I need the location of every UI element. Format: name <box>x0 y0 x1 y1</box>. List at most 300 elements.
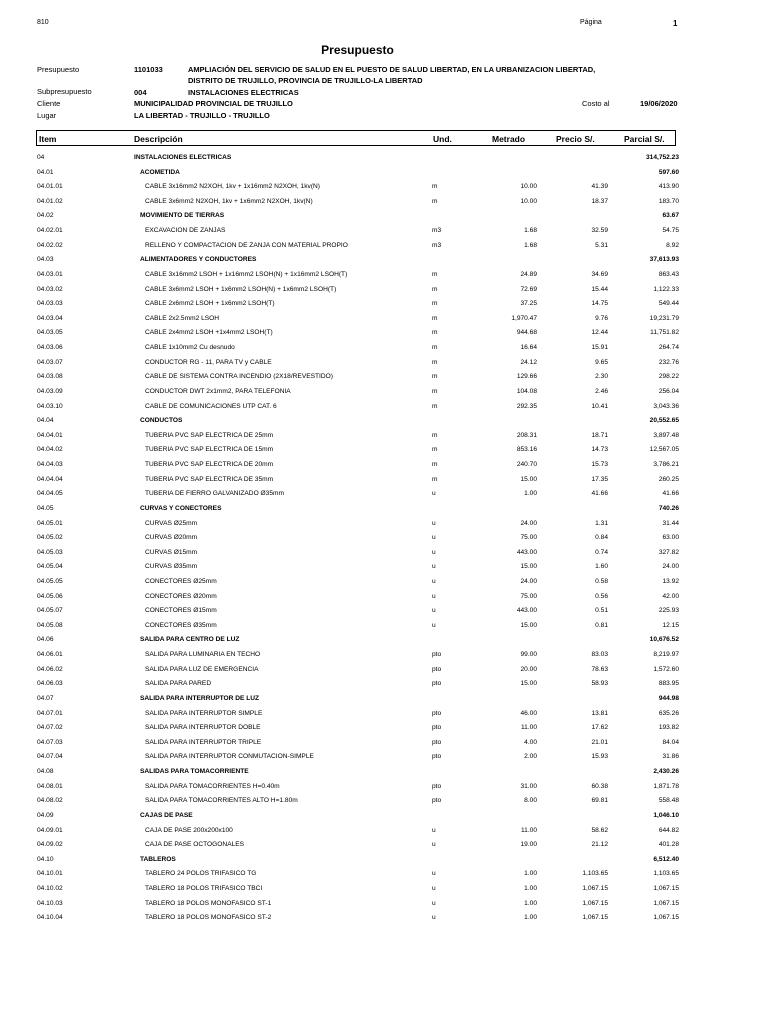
table-group-row <box>0 766 768 781</box>
row-parcial: 413.90 <box>658 183 679 191</box>
row-description: EXCAVACION DE ZANJAS <box>145 227 226 235</box>
row-item: 04.10.03 <box>37 899 63 907</box>
row-item: 04.04 <box>37 417 54 425</box>
row-precio: 34.69 <box>591 270 608 278</box>
table-group-row <box>0 152 768 167</box>
row-metrado: 292.35 <box>516 402 537 410</box>
row-description: SALIDA PARA LUZ DE EMERGENCIA <box>145 665 259 673</box>
row-item: 04.03.06 <box>37 344 63 352</box>
row-precio: 0.58 <box>595 577 608 585</box>
subpresupuesto-code: 004 <box>134 88 147 97</box>
row-precio: 58.93 <box>591 680 608 688</box>
row-parcial: 327.82 <box>658 548 679 556</box>
row-description: SALIDAS PARA TOMACORRIENTE <box>140 768 249 776</box>
row-metrado: 75.00 <box>520 592 537 600</box>
table-row <box>0 781 768 796</box>
row-metrado: 46.00 <box>520 709 537 717</box>
row-precio: 9.76 <box>595 314 608 322</box>
row-item: 04.03.05 <box>37 329 63 337</box>
row-metrado: 24.00 <box>520 519 537 527</box>
table-row <box>0 444 768 459</box>
row-unit: pto <box>432 753 442 761</box>
row-precio: 2.30 <box>595 373 608 381</box>
row-item: 04.10 <box>37 855 54 863</box>
row-item: 04.07.01 <box>37 709 63 717</box>
table-row <box>0 313 768 328</box>
row-description: CABLE 2x4mm2 LSOH +1x4mm2 LSOH(T) <box>145 329 273 337</box>
table-row <box>0 795 768 810</box>
row-description: TUBERIA PVC SAP ELECTRICA DE 15mm <box>145 446 274 454</box>
row-item: 04.03.09 <box>37 387 63 395</box>
row-parcial: 42.00 <box>662 592 679 600</box>
row-metrado: 10.00 <box>520 197 537 205</box>
row-item: 04.02.01 <box>37 227 63 235</box>
row-item: 04.04.03 <box>37 461 63 469</box>
row-precio: 1,067.15 <box>582 885 608 892</box>
row-description: CABLE DE COMUNICACIONES UTP CAT. 6 <box>145 402 277 410</box>
row-item: 04.02 <box>37 212 54 220</box>
row-precio: 0.56 <box>595 592 608 600</box>
row-item: 04.05.03 <box>37 548 63 556</box>
row-description: SALIDA PARA INTERRUPTOR SIMPLE <box>145 709 263 717</box>
row-metrado: 240.70 <box>516 461 537 469</box>
table-header <box>36 130 676 146</box>
row-description: TUBERIA PVC SAP ELECTRICA DE 35mm <box>145 475 274 483</box>
col-metrado: Metrado <box>492 134 526 144</box>
row-description: CAJA DE PASE OCTOGONALES <box>145 841 245 849</box>
row-item: 04.04.04 <box>37 475 63 483</box>
row-description: TABLEROS <box>140 855 176 863</box>
row-metrado: 443.00 <box>516 548 537 556</box>
row-parcial: 31.86 <box>662 753 679 761</box>
row-parcial: 1,067.15 <box>653 885 679 892</box>
row-unit: pto <box>432 724 442 732</box>
row-metrado: 20.00 <box>520 665 537 673</box>
row-item: 04 <box>37 154 45 161</box>
row-metrado: 1.00 <box>524 914 537 922</box>
row-item: 04.08 <box>37 768 54 776</box>
row-parcial: 597.60 <box>658 168 679 176</box>
table-row <box>0 649 768 664</box>
row-item: 04.06 <box>37 636 54 644</box>
row-precio: 41.66 <box>591 490 608 498</box>
row-item: 04.01.01 <box>37 183 63 191</box>
row-unit: u <box>432 519 436 527</box>
table-row <box>0 327 768 342</box>
table-group-row <box>0 210 768 225</box>
row-unit: u <box>432 885 436 892</box>
table-row <box>0 591 768 606</box>
table-row <box>0 839 768 854</box>
row-precio: 10.41 <box>591 402 608 410</box>
table-row <box>0 401 768 416</box>
row-parcial: 944.98 <box>658 694 679 702</box>
row-description: SALIDA PARA CENTRO DE LUZ <box>140 636 240 644</box>
row-parcial: 549.44 <box>658 300 679 308</box>
row-unit: u <box>432 563 436 571</box>
row-unit: m <box>432 344 438 352</box>
row-precio: 14.75 <box>591 300 608 308</box>
row-metrado: 104.08 <box>516 387 537 395</box>
table-row <box>0 825 768 840</box>
row-description: CONDUCTOR RG - 11, PARA TV y CABLE <box>145 358 272 366</box>
row-metrado: 1.00 <box>524 885 537 892</box>
row-precio: 5.31 <box>595 241 608 249</box>
row-description: CABLE DE SISTEMA CONTRA INCENDIO (2X18/REVESTIDO) <box>145 373 333 381</box>
row-parcial: 41.66 <box>662 490 679 498</box>
table-row <box>0 342 768 357</box>
row-parcial: 1,871.78 <box>653 782 679 790</box>
table-row <box>0 386 768 401</box>
row-metrado: 1.00 <box>524 899 537 907</box>
row-description: CABLE 3x16mm2 N2XOH, 1kv + 1x16mm2 N2XOH, 1kv(N) <box>145 183 320 191</box>
row-unit: u <box>432 534 436 542</box>
table-row <box>0 430 768 445</box>
table-row <box>0 737 768 752</box>
row-precio: 15.91 <box>591 344 608 352</box>
row-metrado: 75.00 <box>520 534 537 542</box>
row-metrado: 8.00 <box>524 797 537 805</box>
table-row <box>0 474 768 489</box>
row-unit: pto <box>432 782 442 790</box>
row-parcial: 883.95 <box>658 680 679 688</box>
row-precio: 1,067.15 <box>582 899 608 907</box>
row-item: 04.03.02 <box>37 285 63 293</box>
row-item: 04.03.07 <box>37 358 63 366</box>
row-parcial: 12.15 <box>662 621 679 629</box>
row-metrado: 24.89 <box>520 270 537 278</box>
row-unit: m <box>432 431 438 439</box>
row-parcial: 1,046.10 <box>653 811 679 819</box>
row-item: 04.03.04 <box>37 314 63 322</box>
row-description: MOVIMIENTO DE TIERRAS <box>140 212 225 220</box>
subpresupuesto-label: Subpresupuesto <box>37 87 92 96</box>
row-metrado: 443.00 <box>516 607 537 615</box>
row-metrado: 4.00 <box>524 738 537 746</box>
row-unit: pto <box>432 680 442 688</box>
row-parcial: 84.04 <box>662 738 679 746</box>
table-row <box>0 518 768 533</box>
row-unit: u <box>432 914 436 922</box>
row-description: SALIDA PARA PARED <box>145 680 212 688</box>
row-description: SALIDA PARA LUMINARIA EN TECHO <box>145 651 261 659</box>
col-precio: Precio S/. <box>556 134 595 144</box>
row-item: 04.05.05 <box>37 577 63 585</box>
row-description: CONECTORES Ø20mm <box>145 592 217 600</box>
row-parcial: 1,067.15 <box>653 914 679 922</box>
row-parcial: 863.43 <box>658 270 679 278</box>
table-group-row <box>0 503 768 518</box>
row-item: 04.03.01 <box>37 270 63 278</box>
row-description: CONDUCTOR DWT 2x1mm2, PARA TELEFONIA <box>145 387 291 395</box>
row-metrado: 15.00 <box>520 475 537 483</box>
row-description: SALIDA PARA INTERRUPTOR DE LUZ <box>140 694 260 702</box>
row-parcial: 256.04 <box>658 387 679 395</box>
row-description: ALIMENTADORES Y CONDUCTORES <box>140 256 257 264</box>
row-item: 04.03 <box>37 256 54 264</box>
row-parcial: 63.67 <box>662 212 679 220</box>
table-row <box>0 664 768 679</box>
row-parcial: 63.00 <box>662 534 679 542</box>
row-parcial: 2,430.26 <box>653 768 679 776</box>
row-precio: 32.59 <box>591 227 608 235</box>
row-description: CURVAS Ø25mm <box>145 519 198 527</box>
row-item: 04.04.05 <box>37 490 63 498</box>
row-description: TABLERO 18 POLOS MONOFASICO ST-2 <box>145 914 272 922</box>
row-parcial: 10,676.52 <box>649 636 679 644</box>
row-parcial: 20,552.65 <box>649 417 679 425</box>
row-metrado: 31.00 <box>520 782 537 790</box>
row-precio: 15.44 <box>591 285 608 293</box>
row-metrado: 1.00 <box>524 490 537 498</box>
presupuesto-desc-line2: DISTRITO DE TRUJILLO, PROVINCIA DE TRUJILLO-LA LIBERTAD <box>188 76 423 85</box>
row-precio: 0.84 <box>595 534 608 542</box>
row-metrado: 208.31 <box>516 431 537 439</box>
row-description: CABLE 3x6mm2 N2XOH, 1kv + 1x6mm2 N2XOH, 1kv(N) <box>145 197 313 205</box>
row-description: RELLENO Y COMPACTACION DE ZANJA CON MATERIAL PROPIO <box>145 241 348 249</box>
row-item: 04.07.04 <box>37 753 63 761</box>
row-item: 04.08.02 <box>37 797 63 805</box>
report-code: 810 <box>37 19 49 26</box>
row-parcial: 260.25 <box>658 475 679 483</box>
row-metrado: 37.25 <box>520 300 537 308</box>
row-metrado: 24.00 <box>520 577 537 585</box>
row-metrado: 11.00 <box>520 724 537 732</box>
row-item: 04.07.03 <box>37 738 63 746</box>
row-unit: m <box>432 358 438 366</box>
col-parcial: Parcial S/. <box>624 134 665 144</box>
row-unit: m <box>432 329 438 337</box>
row-unit: u <box>432 607 436 615</box>
row-metrado: 1.68 <box>524 227 537 235</box>
row-unit: u <box>432 841 436 849</box>
row-item: 04.03.03 <box>37 300 63 308</box>
presupuesto-code: 1101033 <box>134 65 163 74</box>
table-group-row <box>0 167 768 182</box>
row-item: 04.06.03 <box>37 680 63 688</box>
row-unit: pto <box>432 738 442 746</box>
table-row <box>0 751 768 766</box>
row-parcial: 24.00 <box>662 563 679 571</box>
table-row <box>0 605 768 620</box>
lugar-value: LA LIBERTAD - TRUJILLO - TRUJILLO <box>134 111 270 120</box>
table-group-row <box>0 693 768 708</box>
row-item: 04.05.07 <box>37 607 63 615</box>
row-metrado: 10.00 <box>520 183 537 191</box>
row-parcial: 8,219.97 <box>653 651 679 659</box>
col-und: Und. <box>433 134 452 144</box>
row-description: TUBERIA PVC SAP ELECTRICA DE 20mm <box>145 461 274 469</box>
row-metrado: 853.16 <box>516 446 537 454</box>
table-row <box>0 298 768 313</box>
table-row <box>0 722 768 737</box>
row-unit: m <box>432 300 438 308</box>
row-parcial: 54.75 <box>662 227 679 235</box>
row-metrado: 16.64 <box>520 344 537 352</box>
row-parcial: 298.22 <box>658 373 679 381</box>
row-precio: 17.35 <box>591 475 608 483</box>
row-description: CABLE 2x6mm2 LSOH + 1x6mm2 LSOH(T) <box>145 300 275 308</box>
row-item: 04.09 <box>37 811 54 819</box>
row-unit: m3 <box>432 227 442 235</box>
table-row <box>0 196 768 211</box>
row-item: 04.07.02 <box>37 724 63 732</box>
row-parcial: 193.82 <box>658 724 679 732</box>
row-parcial: 1,572.60 <box>653 665 679 673</box>
table-group-row <box>0 415 768 430</box>
row-unit: u <box>432 870 436 878</box>
row-metrado: 24.12 <box>520 358 537 366</box>
row-metrado: 19.00 <box>520 841 537 849</box>
row-description: INSTALACIONES ELECTRICAS <box>134 154 232 161</box>
table-row <box>0 269 768 284</box>
row-item: 04.09.01 <box>37 826 63 834</box>
row-metrado: 15.00 <box>520 563 537 571</box>
table-row <box>0 357 768 372</box>
row-parcial: 3,897.48 <box>653 431 679 439</box>
row-parcial: 1,122.33 <box>653 285 679 293</box>
row-precio: 15.93 <box>591 753 608 761</box>
row-unit: m3 <box>432 241 442 249</box>
row-precio: 1.60 <box>595 563 608 571</box>
row-description: CONECTORES Ø15mm <box>145 607 217 615</box>
row-item: 04.01 <box>37 168 54 176</box>
row-description: CURVAS Ø15mm <box>145 548 198 556</box>
row-item: 04.02.02 <box>37 241 63 249</box>
table-row <box>0 532 768 547</box>
document-title: Presupuesto <box>321 43 394 57</box>
row-item: 04.04.01 <box>37 431 63 439</box>
row-description: TUBERIA DE FIERRO GALVANIZADO Ø35mm <box>145 490 284 498</box>
row-unit: m <box>432 446 438 454</box>
row-parcial: 6,512.40 <box>653 855 679 863</box>
row-item: 04.05 <box>37 504 54 512</box>
row-precio: 12.44 <box>591 329 608 337</box>
row-unit: pto <box>432 709 442 717</box>
row-description: CURVAS Ø35mm <box>145 563 198 571</box>
table-row <box>0 459 768 474</box>
row-description: CONECTORES Ø35mm <box>145 621 217 629</box>
row-parcial: 740.26 <box>658 504 679 512</box>
row-unit: m <box>432 402 438 410</box>
row-unit: m <box>432 461 438 469</box>
row-precio: 41.39 <box>591 183 608 191</box>
row-metrado: 129.66 <box>516 373 537 381</box>
row-precio: 0.51 <box>595 607 608 615</box>
row-metrado: 1,970.47 <box>511 314 537 322</box>
row-precio: 58.62 <box>591 826 608 834</box>
page-number: 1 <box>673 19 678 28</box>
row-precio: 69.81 <box>591 797 608 805</box>
row-unit: u <box>432 577 436 585</box>
row-description: TABLERO 18 POLOS TRIFASICO TBCI <box>145 885 263 892</box>
table-row <box>0 240 768 255</box>
row-parcial: 3,043.36 <box>653 402 679 410</box>
table-row <box>0 678 768 693</box>
row-precio: 17.62 <box>591 724 608 732</box>
row-precio: 15.73 <box>591 461 608 469</box>
row-precio: 13.81 <box>591 709 608 717</box>
table-row <box>0 708 768 723</box>
row-description: SALIDA PARA TOMACORRIENTES ALTO H=1.80m <box>145 797 298 805</box>
row-parcial: 8.92 <box>666 241 679 249</box>
table-row <box>0 576 768 591</box>
row-unit: u <box>432 592 436 600</box>
subpresupuesto-desc: INSTALACIONES ELECTRICAS <box>188 88 299 97</box>
row-unit: m <box>432 475 438 483</box>
row-description: TABLERO 18 POLOS MONOFASICO ST-1 <box>145 899 272 907</box>
row-unit: m <box>432 387 438 395</box>
row-metrado: 1.68 <box>524 241 537 249</box>
table-group-row <box>0 810 768 825</box>
row-item: 04.10.01 <box>37 870 63 878</box>
row-parcial: 11,751.82 <box>650 329 679 337</box>
row-precio: 0.81 <box>595 621 608 629</box>
row-item: 04.05.02 <box>37 534 63 542</box>
row-metrado: 72.69 <box>520 285 537 293</box>
table-row <box>0 225 768 240</box>
cliente-value: MUNICIPALIDAD PROVINCIAL DE TRUJILLO <box>134 99 293 108</box>
row-item: 04.05.06 <box>37 592 63 600</box>
row-unit: m <box>432 197 438 205</box>
row-precio: 18.71 <box>591 431 608 439</box>
row-item: 04.06.02 <box>37 665 63 673</box>
row-parcial: 635.26 <box>658 709 679 717</box>
costo-label: Costo al <box>582 99 610 108</box>
row-parcial: 232.76 <box>658 358 679 366</box>
row-metrado: 1.00 <box>524 870 537 878</box>
row-parcial: 183.70 <box>658 197 679 205</box>
row-precio: 60.38 <box>591 782 608 790</box>
row-parcial: 225.93 <box>658 607 679 615</box>
costo-date: 19/06/2020 <box>640 99 678 108</box>
row-metrado: 99.00 <box>520 651 537 659</box>
row-metrado: 944.68 <box>516 329 537 337</box>
row-unit: m <box>432 373 438 381</box>
row-description: SALIDA PARA INTERRUPTOR DOBLE <box>145 724 261 732</box>
presupuesto-desc-line1: AMPLIACIÓN DEL SERVICIO DE SALUD EN EL PUESTO DE SALUD LIBERTAD, EN LA URBANIZACION LIBERTAD, <box>188 65 596 74</box>
row-description: CABLE 3x16mm2 LSOH + 1x16mm2 LSOH(N) + 1x16mm2 LSOH(T) <box>145 270 348 278</box>
row-unit: m <box>432 314 438 322</box>
cliente-label: Cliente <box>37 99 61 108</box>
row-item: 04.05.08 <box>37 621 63 629</box>
row-unit: pto <box>432 651 442 659</box>
row-item: 04.03.08 <box>37 373 63 381</box>
row-precio: 9.65 <box>595 358 608 366</box>
row-item: 04.05.04 <box>37 563 63 571</box>
row-precio: 18.37 <box>591 197 608 205</box>
row-precio: 21.12 <box>591 841 608 849</box>
row-parcial: 3,786.21 <box>653 461 679 469</box>
row-unit: m <box>432 285 438 293</box>
row-description: CONDUCTOS <box>140 417 183 425</box>
row-parcial: 19,231.79 <box>649 314 679 322</box>
row-unit: pto <box>432 665 442 673</box>
row-description: CABLE 3x6mm2 LSOH + 1x6mm2 LSOH(N) + 1x6mm2 LSOH(T) <box>145 285 337 293</box>
table-row <box>0 620 768 635</box>
table-group-row <box>0 854 768 869</box>
row-item: 04.05.01 <box>37 519 63 527</box>
row-unit: u <box>432 490 436 498</box>
table-row <box>0 883 768 898</box>
row-item: 04.03.10 <box>37 402 63 410</box>
row-parcial: 31.44 <box>662 519 679 527</box>
row-description: CURVAS Ø20mm <box>145 534 198 542</box>
row-item: 04.08.01 <box>37 782 63 790</box>
lugar-label: Lugar <box>37 111 57 120</box>
row-metrado: 2.00 <box>524 753 537 761</box>
row-precio: 78.63 <box>591 665 608 673</box>
